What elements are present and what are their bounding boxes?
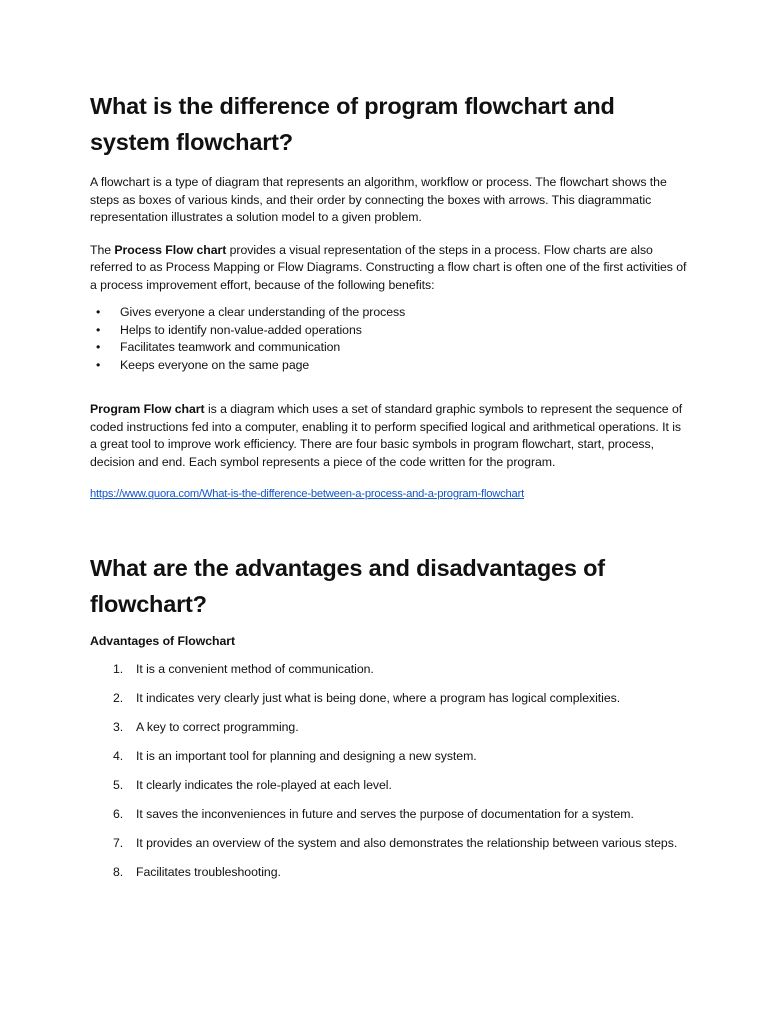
advantage-text: It clearly indicates the role-played at each level. xyxy=(136,778,392,792)
list-item xyxy=(90,806,690,824)
advantage-text: It indicates very clearly just what is being done, where a program has logical complexities. xyxy=(136,691,621,705)
list-item xyxy=(90,304,690,322)
item-number: 8. xyxy=(113,865,124,879)
process-flow-paragraph xyxy=(90,242,690,295)
item-number: 2. xyxy=(113,691,124,705)
item-number: 3. xyxy=(113,720,124,734)
advantage-text: It saves the inconveniences in future and serves the purpose of documentation for a system. xyxy=(136,807,634,821)
bullet-icon: • xyxy=(96,340,101,354)
program-flow-term: Program Flow chart xyxy=(90,402,205,416)
item-number: 7. xyxy=(113,836,124,850)
advantages-list xyxy=(90,661,690,882)
benefit-text: Keeps everyone on the same page xyxy=(120,357,310,372)
list-item xyxy=(90,690,690,708)
item-number: 1. xyxy=(113,662,124,676)
item-number: 5. xyxy=(113,778,124,792)
list-item xyxy=(90,339,690,357)
advantages-subheading: Advantages of Flowchart xyxy=(90,633,236,648)
item-number: 4. xyxy=(113,749,124,763)
bullet-icon: • xyxy=(96,305,101,319)
advantage-text: It is an important tool for planning and designing a new system. xyxy=(136,749,477,763)
item-number: 6. xyxy=(113,807,124,821)
benefit-text: Facilitates teamwork and communication xyxy=(120,340,341,354)
process-prefix: The xyxy=(90,242,115,257)
advantage-text: Facilitates troubleshooting. xyxy=(136,865,281,879)
advantage-text: A key to correct programming. xyxy=(136,720,299,734)
benefit-text: Gives everyone a clear understanding of the process xyxy=(120,305,406,319)
benefits-list xyxy=(90,304,690,374)
program-flow-paragraph xyxy=(90,401,690,471)
list-item xyxy=(90,719,690,737)
process-flow-term: Process Flow chart xyxy=(114,242,227,257)
bullet-icon: • xyxy=(96,322,101,337)
source-link-row xyxy=(90,485,690,504)
list-item xyxy=(90,864,690,882)
list-item xyxy=(90,748,690,766)
list-item xyxy=(90,835,690,853)
intro-paragraph: A flowchart is a type of diagram that represents an algorithm, workflow or process. The flowchart shows the steps as boxes of various kinds, and their order by connecting the boxes with arrows. This diagrammatic representation illustrates a solution model to a given problem. xyxy=(90,175,667,224)
section-heading-advantages: What are the advantages and disadvantages of flowchart? xyxy=(90,554,605,617)
advantage-text: It is a convenient method of communication. xyxy=(136,662,374,676)
advantage-text: It provides an overview of the system and also demonstrates the relationship between various steps. xyxy=(136,836,678,850)
list-item xyxy=(90,777,690,795)
program-flow-text: is a diagram which uses a set of standard graphic symbols to represent the sequence of coded instructions fed into a computer, enabling it to perform specified logical and arithmetical operations. It is a great tool to improve work efficiency. There are four basic symbols in program flowchart, start, process, decision and end. Each symbol represents a piece of the code written for the program. xyxy=(90,402,683,469)
list-item xyxy=(90,661,690,679)
list-item xyxy=(90,357,690,375)
process-flow-text: provides a visual representation of the steps in a process. Flow charts are also referred to as Process Mapping or Flow Diagrams. Constructing a flow chart is often one of the first activities of a process improvement effort, because of the following benefits: xyxy=(90,242,687,292)
bullet-icon: • xyxy=(96,357,101,372)
document-content xyxy=(90,88,690,893)
section-heading-flowchart-difference: What is the difference of program flowchart and system flowchart? xyxy=(90,93,615,155)
benefit-text: Helps to identify non-value-added operations xyxy=(120,322,362,337)
list-item xyxy=(90,322,690,340)
source-link[interactable]: https://www.quora.com/What-is-the-difference-between-a-process-and-a-program-flowchart xyxy=(90,488,525,500)
